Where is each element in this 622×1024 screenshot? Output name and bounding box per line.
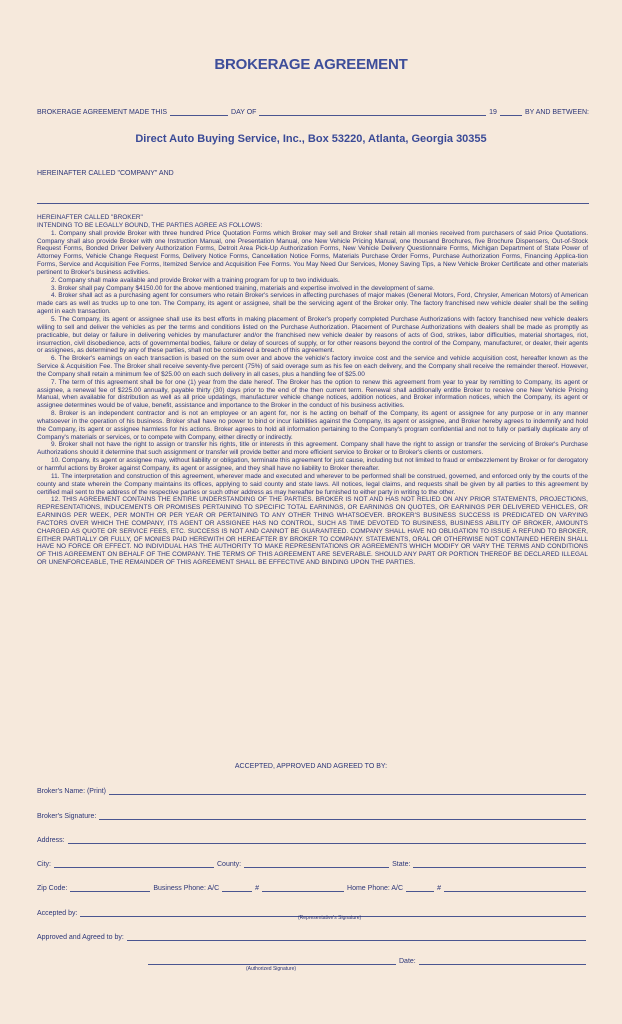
city-label: City:	[37, 861, 51, 868]
accepted-heading: ACCEPTED, APPROVED AND AGREED TO BY:	[234, 763, 388, 770]
brokers-name-row	[37, 787, 589, 795]
zip-field[interactable]	[70, 884, 150, 892]
clause-3: 3. Broker shall pay Company $4150.00 for the above mentioned training, materials and expertise involved in the development of same.	[51, 284, 435, 292]
brokers-signature-field[interactable]	[99, 812, 586, 820]
state-field[interactable]	[413, 860, 586, 868]
made-this-label: BROKERAGE AGREEMENT MADE THIS	[37, 109, 168, 116]
clause-1: 1. Company shall provide Broker with three hundred Price Quotation Forms which Broker may sell and Broker shall retain all monies received from purchasers of said Price Quotations. Company shall also provide Broker with one Instruction Manual, one Presentation Manual, one New Vehicle Pricing Manual, one thousand Brochures, five Brochure Dispensers, Out-of-Stock Request Forms, Bonded Driver Delivery Authorization Forms, Detroit Area Pick-Up Authorization Forms, New Vehicle Delivery Questionnaire Forms, Michigan Department of State Power of Attorney Forms, Vehicle Change Request Forms, Delivery Notice Forms, Cancellation Notice Forms, Materials Purchase Order Forms, Purchase Authorization Forms, Financing Applica-tion Forms, Service and Acquisition Fee Forms, Itemized Service and Acquisition Fee Forms. You May Need Our Services, Money Saving Tips, a New Vehicle Broker Certificate and other materials pertinent to Broker's business activities.	[37, 229, 588, 276]
day-of-label: DAY OF	[231, 109, 257, 116]
clause-12: 12. THIS AGREEMENT CONTAINS THE ENTIRE UNDERSTANDING OF THE PARTIES. BROKER IS NOT AND HAS NOT RELIED ON ANY PRIOR STATEMENTS, PROJECTIONS, REPRESENTATIONS, INDUCEMENTS OR PROMISES PERTAINING TO SPECIFIC TOTAL EARNINGS, OR EARNINGS ON QUOTES, OR EARNINGS PER DELIVERED VEHICLES, OR EARNINGS PER WEEK, PER MONTH OR PER YEAR OR PERTAINING TO ANY OTHER THING WHATSOEVER. BROKER'S BUSINESS SUCCESS IS PREDICATED ON VARYING FACTORS OVER WHICH THE COMPANY, ITS AGENT OR ASSIGNEE HAS NO CONTROL, SUCH AS TIME DEVOTED TO BUSINESS, BUSINESS ABILITY OF BROKER, AMOUNTS CHARGED AS QUOTE OR SERVICE FEES, ETC. SUCCESS IS NOT AND CANNOT BE GUARANTEED. COMPANY SHALL HAVE NO OBLIGATION TO ISSUE A REFUND TO BROKER, EITHER PARTIALLY OR FULLY, OF MONIES PAID HEREWITH OR HEREAFTER BY BROKER TO COMPANY. STATEMENTS, ORAL OR OTHERWISE NOT CONTAINED HEREIN SHALL HAVE NO FORCE OR EFFECT. NO INDIVIDUAL HAS THE AUTHORITY TO MAKE REPRESENTATIONS OR AGREEMENTS WHICH MODIFY OR VARY THE TERMS AND CONDITIONS OF THIS AGREEMENT ON BEHALF OF THE COMPANY. THE TERMS OF THIS AGREEMENT ARE SEVERABLE. SHOULD ANY PART OR PORTION THEREOF BE DECLARED ILLEGAL OR UNENFORCEABLE, THE REMAINDER OF THIS AGREEMENT SHALL BE EFFECTIVE AND BINDING UPON THE PARTIES.	[37, 496, 588, 567]
clause-9: 9. Broker shall not have the right to assign or transfer his rights, title or interests in this agreement. Company shall have the right to assign or transfer the servicing of Broker's Purchase Authorizations should it determine that such assignment or transfer will provide better and more efficient service to Broker or to Broker's clients or customers.	[37, 441, 588, 457]
authorized-signature-field[interactable]	[148, 957, 396, 965]
address-field[interactable]	[68, 836, 586, 844]
city-row	[37, 860, 589, 868]
clause-10: 10. Company, its agent or assignee may, without liability or obligation, terminate this agreement for just cause, including but not limited to fraud or embezzlement by Broker or for derogatory or harmful actions by Broker against Company, its agent or assignee, and they shall have no liability to Broker thereafter.	[37, 457, 588, 472]
broker-name-field[interactable]	[37, 196, 589, 204]
county-field[interactable]	[244, 860, 389, 868]
business-area-code-field[interactable]	[222, 884, 252, 892]
brokers-name-label: Broker's Name: (Print)	[37, 788, 107, 795]
date-field[interactable]	[419, 957, 586, 965]
clause-6: 6. The Broker's earnings on each transaction is based on the sum over and above the vehicle's factory invoice cost and the service and vehicle acquisition cost, hereafter known as the Service & Acquisition Fee. The Broker shall receive seventy-five percent (75%) of said overage sum as his fee on each delivery, and the Company shall receive the remainder thereof. However, the Company shall retain a minimum fee of $25.00 on each such delivery in all cases, plus a handling fee of $25.00	[37, 355, 588, 378]
approved-by-label: Approved and Agreed to by:	[37, 934, 124, 941]
clause-5: 5. The Company, its agent or assignee shall use its best efforts in making placement of Broker's properly completed Purchase Authorizations with factory franchised new vehicle dealers willing to sell and deliver the vehicles as per the terms and conditions listed on the Purchase Authorization. Placement of Purchase Authorizations with dealers shall be made as promptly as practicable, but delay or failure in delivering vehicles by manufacturer and/or the franchised new vehicle dealer by reasons of acts of God, strikes, labor difficulties, material shortages, riot, insurrection, civil disobedience, acts of governmental bodies, failure or delay of sources of supply, or for other reasons beyond the control of the Company, manufacturer, or dealer, their agents or assignees, as determined by any of these parties, shall not be considered a breach of this agreement.	[37, 315, 588, 355]
home-phone-field[interactable]	[444, 884, 586, 892]
authorized-signature-row	[37, 957, 589, 965]
company-name: Direct Auto Buying Service, Inc., Box 53220, Atlanta, Georgia 30355	[135, 133, 487, 145]
intending-statement: INTENDING TO BE LEGALLY BOUND, THE PARTIES AGREE AS FOLLOWS:	[37, 221, 263, 229]
by-and-between-label: BY AND BETWEEN:	[524, 109, 589, 116]
approved-by-field[interactable]	[127, 933, 586, 941]
agreement-body	[37, 214, 588, 567]
representative-signature-caption: (Representative's Signature)	[298, 915, 362, 921]
year-field[interactable]	[500, 108, 522, 116]
home-phone-label: Home Phone: A/C	[347, 885, 404, 892]
clause-2: 2. Company shall make available and provide Broker with a training program for up to two individuals.	[51, 276, 340, 284]
broker-label: HEREINAFTER CALLED "BROKER"	[37, 214, 143, 221]
agreement-date-line	[37, 108, 589, 116]
city-field[interactable]	[54, 860, 214, 868]
company-label: HEREINAFTER CALLED "COMPANY" AND	[37, 170, 174, 177]
broker-name-line	[37, 196, 589, 204]
authorized-signature-caption: (Authorized Signature)	[246, 966, 297, 972]
state-label: State:	[392, 861, 411, 868]
business-phone-label: Business Phone: A/C	[153, 885, 220, 892]
business-phone-hash: #	[255, 885, 260, 892]
home-phone-hash: #	[437, 885, 441, 892]
company-label-row	[37, 170, 589, 177]
zip-label: Zip Code:	[37, 885, 68, 892]
home-area-code-field[interactable]	[406, 884, 434, 892]
day-field[interactable]	[170, 108, 228, 116]
address-label: Address:	[37, 837, 65, 844]
business-phone-field[interactable]	[262, 884, 344, 892]
brokers-signature-label: Broker's Signature:	[37, 813, 97, 820]
phone-row	[37, 884, 589, 892]
accepted-by-label: Accepted by:	[37, 910, 78, 917]
month-field[interactable]	[259, 108, 486, 116]
date-label: Date:	[399, 958, 416, 965]
clause-7: 7. The term of this agreement shall be for one (1) year from the date hereof. The Broker has the option to renew this agreement from year to year by remitting to Company, its agent or assignee, a renewal fee of $225.00 annually, payable thirty (30) days prior to the end of the then current term. Renewal shall additionally entitle Broker to receive one New Vehicle Pricing Manual, when available for distribution as well as all price updatings, manufacturer vehicle change notices, addition notices, and Broker information notices, which the Company, its agent or assignee determines would be of value, benefit, assistance and importance to the Broker in the conduct of his business activities.	[37, 378, 588, 410]
year-label: 19	[489, 109, 497, 116]
clause-11: 11. The interpretation and construction of this agreement, wherever made and executed and wherever to be performed shall be construed, governed, and enforced only by the courts of the county and state wherein the Company maintains its offices, applying to said county and state laws. All notices, legal claims, and requests shall be given by all parties to this agreement by certified mail sent to the address of the respective parties or such other address as may hereafter be furnished to either party in writing to the other.	[37, 472, 588, 496]
brokers-name-field[interactable]	[109, 787, 586, 795]
approved-by-row	[37, 933, 589, 941]
brokers-signature-row	[37, 812, 589, 820]
page-title: BROKERAGE AGREEMENT	[214, 56, 408, 73]
address-row	[37, 836, 589, 844]
clause-8: 8. Broker is an independent contractor and is not an employee or an agent for, nor is he acting on behalf of the Company, its agent or assignee for any purpose or in any manner whatsoever in the operation of his business. Broker shall have no power to bind or incur liabilities against the Company, its agent or assignee, and Broker hereby agrees to indemnify and hold the Company, its agent or assignee harmless for his actions. Broker agrees to hold all information pertaining to the Company's program confidential and not to fully or partially duplicate any of Company's materials or services, or to compete with Company, either directly or indirectly.	[37, 410, 588, 441]
clause-4: 4. Broker shall act as a purchasing agent for consumers who retain Broker's services in affecting purchases of major makes (General Motors, Ford, Chrysler, American Motors) of American made cars as well as trucks up to one ton. The Company, its agent or assignee, shall be the servicing agent of the Broker only. The factory franchised new vehicle dealer shall be the selling agent in each transaction.	[37, 292, 588, 316]
county-label: County:	[217, 861, 242, 868]
